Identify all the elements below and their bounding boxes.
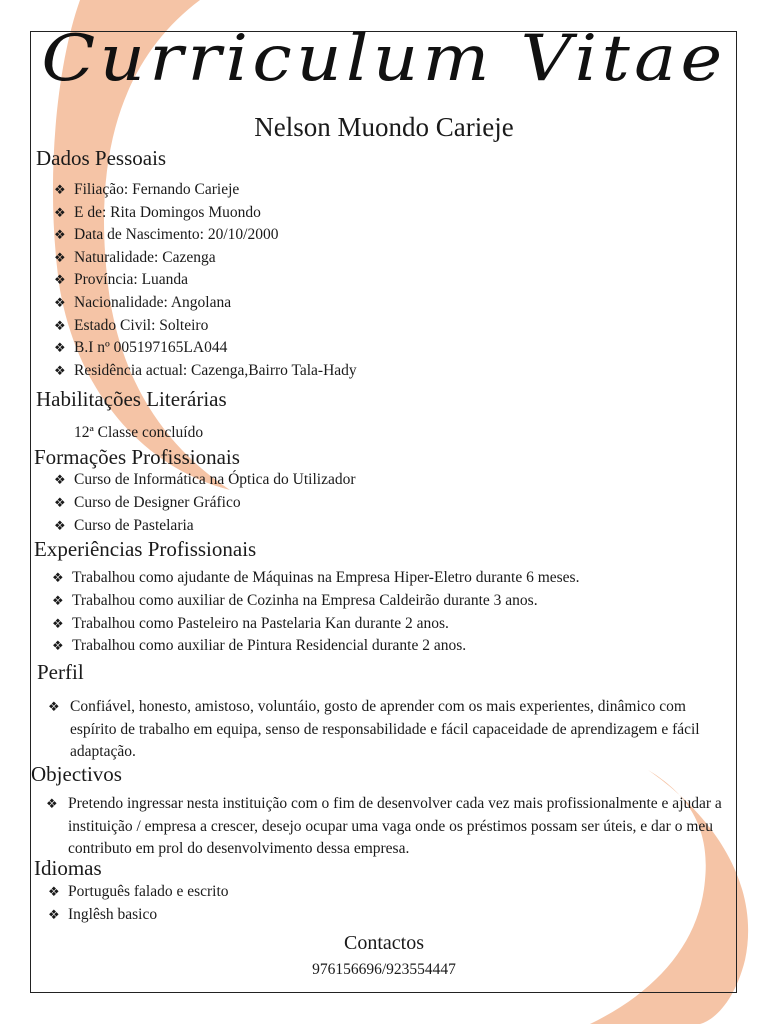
list-item: ❖ Nacionalidade: Angolana	[54, 292, 231, 315]
list-item: ❖ Estado Civil: Solteiro	[54, 315, 208, 338]
bullet-icon: ❖	[54, 249, 66, 265]
candidate-name: Nelson Muondo Carieje	[254, 112, 514, 142]
list-item: ❖ Data de Nascimento: 20/10/2000	[54, 224, 278, 247]
bullet-icon: ❖	[48, 884, 60, 899]
bullet-icon: ❖	[54, 495, 66, 510]
document-title: Curriculum Vitae	[41, 22, 727, 96]
section-heading-perfil: Perfil	[37, 660, 84, 684]
list-item: ❖ E de: Rita Domingos Muondo	[54, 202, 261, 225]
bullet-icon: ❖	[54, 182, 66, 197]
bullet-icon: ❖	[48, 699, 60, 714]
list-item: ❖ Português falado e escrito	[48, 881, 229, 904]
list-item: ❖ Naturalidade: Cazenga	[54, 247, 216, 270]
list-item: ❖ Filiação: Fernando Carieje	[54, 179, 239, 202]
perfil-paragraph: ❖ Confiável, honesto, amistoso, voluntáio, gosto de aprender com os mais experientes, dinâmico com espírito de trabalho em equipa, senso de responsabilidade e fácil capaceidade de aprendizagem e fácil adaptação.	[48, 698, 700, 760]
list-item: ❖ Província: Luanda	[54, 269, 188, 292]
bullet-icon: ❖	[54, 363, 66, 378]
bullet-icon: ❖	[54, 472, 66, 487]
bullet-icon: ❖	[54, 317, 66, 333]
bullet-icon: ❖	[52, 570, 64, 585]
list-item: ❖ Curso de Designer Gráfico	[54, 492, 241, 515]
section-heading-dados-pessoais: Dados Pessoais	[36, 146, 167, 170]
bullet-icon: ❖	[46, 796, 58, 811]
bullet-icon: ❖	[54, 340, 66, 355]
list-item: ❖ Trabalhou como Pasteleiro na Pastelaria Kan durante 2 anos.	[52, 613, 449, 636]
bullet-icon: ❖	[48, 907, 60, 922]
bullet-icon: ❖	[54, 517, 66, 533]
section-heading-objectivos: Objectivos	[31, 762, 122, 786]
section-heading-experiencias: Experiências Profissionais	[34, 537, 257, 561]
list-item: ❖ Trabalhou como auxiliar de Pintura Residencial durante 2 anos.	[52, 635, 466, 658]
contact-phone-numbers: 976156696/923554447	[312, 961, 456, 978]
section-heading-formacoes: Formações Profissionais	[34, 445, 240, 469]
bullet-icon: ❖	[54, 227, 66, 242]
bullet-icon: ❖	[52, 593, 64, 608]
list-item: ❖ Curso de Pastelaria	[54, 515, 194, 538]
list-item: ❖ Residência actual: Cazenga,Bairro Tala-Hady	[54, 360, 357, 383]
bullet-icon: ❖	[54, 204, 66, 220]
list-item: ❖ Trabalhou como auxiliar de Cozinha na Empresa Caldeirão durante 3 anos.	[52, 590, 538, 613]
list-item: ❖ B.I nº 005197165LA044	[54, 337, 227, 360]
bullet-icon: ❖	[54, 295, 66, 310]
list-item: ❖ Curso de Informática na Óptica do Utilizador	[54, 469, 356, 492]
section-heading-idiomas: Idiomas	[34, 856, 102, 880]
habilitacoes-text: 12ª Classe concluído	[74, 424, 204, 441]
bullet-icon: ❖	[54, 272, 66, 287]
bullet-icon: ❖	[52, 615, 64, 631]
contactos-heading: Contactos	[344, 932, 424, 954]
bullet-icon: ❖	[52, 638, 64, 653]
list-item: ❖ Trabalhou como ajudante de Máquinas na Empresa Hiper-Eletro durante 6 meses.	[52, 567, 579, 590]
list-item: ❖ Inglêsh basico	[48, 904, 157, 927]
objectivos-paragraph: ❖ Pretendo ingressar nesta instituição com o fim de desenvolver cada vez mais profissionalmente e ajudar a instituição / empresa a crescer, desejo ocupar uma vaga onde os préstimos possam ser úteis, e dar o meu contributo em prol do desenvolvimento dessa empresa.	[46, 795, 722, 857]
section-heading-habilitacoes: Habilitações Literárias	[36, 387, 227, 411]
